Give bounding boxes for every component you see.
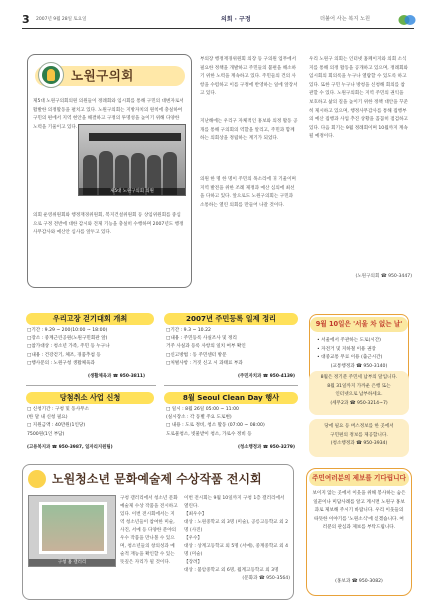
- award-line: 【장려】: [184, 560, 203, 565]
- award-line: 대상 : 상계고등학교 외 5명 (서예), 중계중학교 외 4명 (미술): [184, 544, 288, 557]
- tip-off-title: 주민여러분의 제보를 기다립니다: [309, 471, 409, 486]
- award-line: 대상 : 노원중학교 외 3명 (미술), 공릉고등학교 외 2명 (사진): [184, 520, 288, 533]
- feature-title-bar: [35, 66, 185, 86]
- feature-intro-text: 제5대 노원구의회의원 의원들이 정례회와 임시회를 통해 구민의 대변자로서 활발한 의정활동을 펼치고 있다. 노원구의회는 지방자치의 원칙에 충실하여 구민의 편에서 지역 현안을 해결하고 구정의 투명성을 높이기 위해 다양한 노력을 기울이고 있다.: [33, 99, 184, 130]
- district-logo-icon: [398, 14, 416, 26]
- award-line: 대상 : 불암중학교 외 6명, 월계고등학교 외 3명: [184, 568, 279, 573]
- feature-bottom-text: 의회 운영위원회와 행정재경위원회, 복지건설위원회 등 상임위원회를 중심으로 구정 전반에 대한 감시와 견제 기능을 충실히 수행하며 2007년도 행정사무감사와 예산안 심사를 앞두고 있다.: [33, 213, 184, 236]
- marathon-heading: 우리고장 걷기대회 개최: [26, 313, 154, 325]
- car-free-day-details: [311, 337, 407, 371]
- info-notice-text: [311, 423, 407, 449]
- car-free-line: • 대중교통 무료 이용 (출근시간): [317, 355, 383, 360]
- cleanday-line: (실시장소 : 각 동별 주요 도로변): [166, 415, 232, 421]
- culture-contact: (문화과 ☎ 950-3564): [242, 576, 290, 581]
- cleanday-contact: (청소행정과 ☎ 950-3279): [238, 445, 295, 450]
- application-heading: 당첨취소 사업 신청: [26, 392, 154, 404]
- info-contact: (청소행정과 ☎ 950-3934): [330, 441, 388, 446]
- cleanday-line: 도로물청소, 빗물받이 청소, 가로수 정비 등: [166, 431, 252, 437]
- culture-intro: 이번 전시회는 9월 10일까지 구청 1층 갤러리에서 열린다.: [184, 496, 285, 509]
- car-free-day-title: 9월 10일은 '서울 차 없는 날': [310, 317, 408, 332]
- info-line: 당에 필요 등 버스정보를 한 곳에서: [324, 424, 394, 429]
- registration-details: [166, 327, 298, 368]
- registration-heading: 2007년 주민등록 일제 정리: [164, 313, 298, 325]
- divider: [26, 385, 156, 386]
- photo-caption: 제5대 노원구의회 의원: [79, 188, 185, 195]
- marathon-line: □기간 : 9.29 ~ 200(10:00 ~ 18:00): [27, 328, 108, 333]
- culture-title-bar: [28, 468, 288, 490]
- marathon-line: □장소 : 중계근린공원(노원구민회관 앞): [27, 336, 108, 342]
- marathon-line: □행사문의 : 노원구청 생활체육과: [27, 360, 95, 366]
- application-line: □ 신청기간 : 구청 및 동사무소: [27, 407, 90, 412]
- bullet-icon: [28, 470, 46, 488]
- culture-right-text: [184, 495, 290, 583]
- slogan: 더불어 사는 복지 노원: [320, 16, 371, 22]
- tax-notice-text: [311, 374, 407, 408]
- tax-line: 인터넷으로 납부하세요.: [335, 392, 383, 397]
- column3-text: 우리 노원구 의회는 인터넷 홈페이지와 의회 소식지를 통해 의정 활동을 공개하고 있으며, 정례회와 임시회의 회의록을 누구나 열람할 수 있도록 하고 있다. 또한 구민 누구나 방청을 신청해 회의를 참관할 수 있다. 노원구의회는 지역 주민의 권익을 보호하고 삶의 질을 높이기 위한 정책 대안을 꾸준히 제시하고 있으며, 행정사무감사를 통해 집행부의 예산 집행과 사업 추진 상황을 꼼꼼히 점검하고 있다. 다음 회기는 9월 정례회이며 10월까지 계속될 예정이다.: [309, 57, 408, 140]
- council-emblem-icon: [38, 62, 64, 88]
- registration-line: □신고방법 : 동 주민센터 방문: [166, 352, 227, 358]
- application-line: □ 지원금액 : 40만원(1인당): [27, 423, 86, 429]
- registration-line: □기간 : 9.3 ~ 10.22: [166, 328, 211, 333]
- culture-title: 노원청소년 문화예술제 수상작품 전시회: [52, 472, 262, 486]
- cleanday-line: □ 내용 : 도로 정비, 청소 활동 (07:00 ~ 08:00): [166, 423, 265, 429]
- registration-line: □처벌사항 : 거짓 신고 시 과태료 부과: [166, 360, 243, 366]
- marathon-line: □내용 : 건강걷기, 체조, 경품추첨 등: [27, 352, 101, 358]
- cleanday-details: [166, 406, 300, 439]
- column2-text-top: 부의장 행정재경위원회 의장 등 구의원 업무에서 필요한 정책을 개발하고 주민들의 불편을 해소하기 위한 노력을 계속하고 있다. 주민들의 건의 사항을 수렴하고 이를 구정에 반영하는 일에 앞장서고 있다.: [200, 57, 298, 97]
- marathon-line: □참가대상 : 청소년 가족, 주민 등 누구나: [27, 344, 110, 350]
- application-contact: (고용복지과 ☎ 950-3987, 일자리지원팀): [27, 445, 113, 450]
- award-line: 【최우수】: [184, 512, 207, 517]
- tax-line: 8월은 정기분 주민세 납부의 달입니다.: [320, 375, 398, 380]
- gallery-photo: [28, 495, 116, 567]
- page-header: [22, 13, 414, 29]
- application-line: (한 달 내 신청 필요): [27, 415, 68, 421]
- info-line: 구민편의 정보를 제공합니다.: [330, 432, 388, 438]
- column2-text-bottom: 의원 한 명 한 명이 주민의 목소리에 귀 기울이며 지역 발전을 위한 조례 제정과 예산 심의에 최선을 다하고 있다. 앞으로도 노원구의회는 구민과 소통하는 열린 의회를 만들어 나갈 것이다.: [200, 177, 296, 208]
- section-title: 의회 · 구정: [221, 16, 251, 23]
- car-free-contact: (교통행정과 ☎ 950-3140): [330, 363, 388, 369]
- marathon-contact: (생활체육과 ☎ 950-3811): [88, 374, 145, 379]
- car-free-line: • 서울에서 주관하는 도로(시간): [317, 338, 381, 343]
- marathon-details: [27, 327, 157, 368]
- divider: [164, 385, 298, 386]
- cleanday-heading: 8월 Seoul Clean Day 행사: [164, 392, 298, 404]
- tip-off-contact: (홍보과 ☎ 950-3082): [335, 579, 383, 584]
- column2-text-mid: 지난해에는 우리구 자체적인 홍보와 의정 활동 공개를 통해 구의회의 역할을 알리고, 주민과 함께하는 의회상을 정립하는 계기가 되었다.: [200, 119, 298, 142]
- application-line: 7500원(1인 부담): [27, 431, 65, 437]
- feature-title: 노원구의회: [71, 68, 134, 83]
- tax-contact: (세무2과 ☎ 950-3214~7): [330, 400, 388, 406]
- column3-contact: (노원구의회 ☎ 950-3447): [355, 274, 412, 279]
- issue-date: 2007년 9월 28일 토요일: [36, 17, 87, 22]
- registration-line: □내용 : 주민등록 사실조사 및 정리: [166, 336, 237, 342]
- award-line: 【우수】: [184, 536, 203, 541]
- tip-off-text: 보이지 않는 곳에서 이웃을 위해 봉사하는 숨은 일꾼이나 미담사례를 알고 계시면 노원구 홍보과로 제보해 주시기 바랍니다. 우리 이웃들의 따뜻한 이야기를 '노원소식'에 싣겠습니다. 여러분의 관심과 제보를 부탁드립니다.: [312, 491, 406, 530]
- application-details: [27, 406, 157, 439]
- gallery-photo-caption: 구청 홈 갤러리: [29, 559, 115, 566]
- tax-line: 8월 31일까지 가까운 은행 또는: [327, 383, 391, 389]
- council-photo: [78, 124, 186, 196]
- registration-line: 거주 사실과 등록 사항의 일치 여부 확인: [166, 344, 246, 350]
- culture-left-text: 구청 갤러리에서 청소년 문화예술제 수상 작품을 전시하고 있다. 이번 전시회에서는 지역 청소년들이 참여한 미술, 사진, 서예 등 다양한 분야의 우수 작품을 만나볼 수 있으며, 청소년들의 창의성과 예술적 재능을 확인할 수 있는 뜻깊은 자리가 될 것이다.: [120, 496, 178, 565]
- page-number: 3: [22, 13, 30, 26]
- cleanday-line: □ 일시 : 8월 26일 05:00 ~ 11:00: [166, 407, 239, 412]
- car-free-line: • 자전거 및 지하철 이용 권장: [317, 346, 376, 352]
- registration-contact: (주민자치과 ☎ 950-4139): [238, 374, 295, 379]
